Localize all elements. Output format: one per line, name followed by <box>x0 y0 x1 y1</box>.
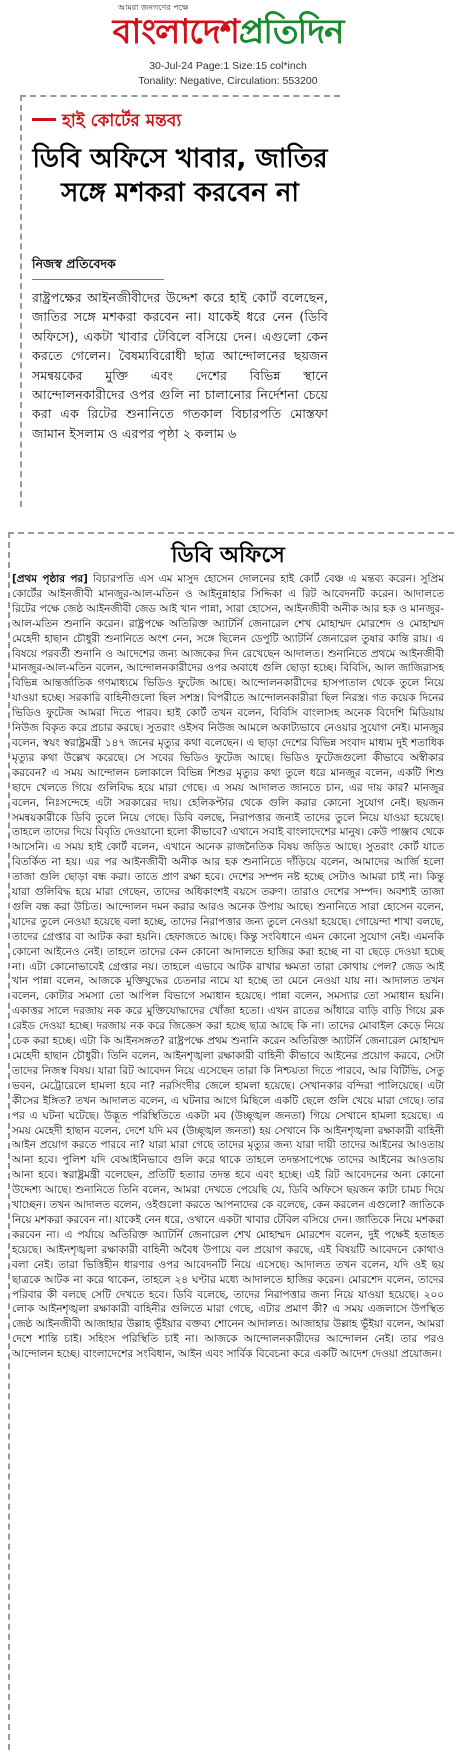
continuation-text: বিচারপতি এস এম মাসুদ হোসেন দোলনের হাই কোর্ট বেঞ্চ এ মন্তব্য করেন। সুপ্রিম কোর্টের আইনজীবী মানজুর-আল-মতিন ও আইনুন্নাহার সিদ্দিকা এ রিট আবেদনটি করেন। আদালতে রিটের পক্ষে জেষ্ঠ আইনজীবী জেড আই খান পান্না, সারা হোসেন, আইনজীবী অনীক আর হক ও মানজুর-আল-মতিন শুনানি করেন। রাষ্ট্রপক্ষে অতিরিক্ত অ্যাটর্নি জেনারেল শেখ মোহাম্মদ মোরশেদ ও মোহাম্মদ মেহেদী হাছান চৌধুরী শুনানিতে অংশ নেন, সঙ্গে ছিলেন ডেপুটি অ্যাটর্নি জেনারেল তুষার কান্তি রায়। এ বিষয়ে পরবর্তী শুনানি ও আদেশের জন্য আজকের দিন রেখেছেন আদালত। শুনানিতে প্রথমে আইনজীবী মানজুর-আল-মতিন বলেন, আন্দোলনকারীদের ওপর অবাধে গুলি ছোড়া হচ্ছে। বিবিসি, আল জাজিরাসহ বিভিন্ন আন্তর্জাতিক গণমাধ্যমে ভিডিও ফুটেজ আছে। আন্দোলনকারীদের হাসপাতাল থেকে তুলে নিয়ে যাওয়া হচ্ছে। সরকারি বাহিনীগুলো ছিল সশস্ত্র। বিপরীতে আন্দোলনকারীরা ছিল নিরস্ত্র। গত কয়েক দিনের ভিডিও ফুটেজ আমরা দিতে পারব। হাই কোর্ট তখন বলেন, বিবিসি বাংলাসহ অনেক বিদেশি মিডিয়ায় নিউজ বিকৃত করে প্রচার করছে। সুতরাং ওইসব নিউজ আমলে অকাট্যভাবে নেওয়ার সুযোগ নেই। মানজুর বলেন, স্বয়ং স্বরাষ্ট্রমন্ত্রী ১৪৭ জনের মৃত্যুর কথা বলেছেন। এ ছাড়া দেশের বিভিন্ন সংবাদ মাধ্যম দুই শতাধিক মৃত্যুর কথা উল্লেখ করেছে। সে সবের ভিডিও ফুটেজ আছে। ভিডিও ফুটেজগুলো কীভাবে অস্বীকার করবেন? এ সময় আন্দোলন চলাকালে বিভিন্ন শিশুর মৃত্যুর কথা তুলে ধরে মানজুর বলেন, একটি শিশু ছাদে খেলতে গিয়ে গুলিবিদ্ধ হয়ে মারা গেছে। এ সময় আদালত জানতে চান, এর দায় কার? মানজুর বলেন, নিঃসন্দেহে এটা সরকারের দায়। হেলিকপ্টার থেকে গুলি করার কোনো সুযোগ নেই। ছয়জন সমন্বয়কারীকে ডিবি তুলে নিয়ে গেছে। ডিবি বলছে, নিরাপত্তার জন্যই তাদের তুলে নিয়ে যাওয়া হয়েছে। তাহলে তাদের দিয়ে বিবৃতি দেওয়ানো হলো কীভাবে? এখানে সবাই বাংলাদেশের মানুষ। কেউ পাঞ্জাব থেকে আসেনি। এ সময় হাই কোর্ট বলেন, এখানে অনেক রাজনৈতিক বিষয় জড়িত আছে। সুতরাং কোর্ট যাতে বিতর্কিত না হয়। এর পর আইনজীবী অনীক আর হক শুনানিতে দাঁড়িয়ে বলেন, আমাদের আর্জি হলো তাজা গুলি ছোড়া বন্ধ করা। তাতে প্রাণ রক্ষা হবে। দেশের সম্পদ নষ্ট হচ্ছে সেটাও আমরা চাই না। কিন্তু যারা গুলিবিদ্ধ হয়ে মারা গেছেন, তাদের অধিকাংশই বয়সে তরুণ। তারাও দেশের সম্পদ। অবশ্যই তাজা গুলি বন্ধ করা উচিত। আন্দোলন দমন করার আরও অনেক উপায় আছে। শুনানিতে সারা হোসেন বলেন, যাদের তুলে নেওয়া হয়েছে বলা হচ্ছে, তাদের নিরাপত্তার জন্য তুলে নেওয়া হয়েছে। গোয়েন্দা শাখা বলছে, তাদের গ্রেপ্তার বা আটক করা হয়নি। হেফাজতে আছে। কিন্তু সংবিধানে এমন কোনো সুযোগ নেই। এমনকি কোনো আইনেও নেই। তাহলে তাদের কেন কোনো আদালতে হাজির করা হচ্ছে না বা ছেড়ে দেওয়া হচ্ছে না। এটা কোনোভাবেই গ্রেপ্তার নয়। তাহলে এভাবে আটক রাখার ক্ষমতা তারা কোথায় পেল? জেড আই খান পান্না বলেন, আজকে মুক্তিযুদ্ধের চেতনার নামে যা হচ্ছে তা মেনে নেওয়া যায় না। আদালত তখন বলেন, কোটার সমস্যা তো আপিল বিভাগে সমাধান হয়েছে। পান্না বলেন, সমস্যার তো সমাধান হয়নি। একাত্তর সালে দরজায় নক করে মুক্তিযোদ্ধাদের খোঁজা হতো। এখন রাতের আঁধারে বাড়ি বাড়ি গিয়ে ব্লক রেইড দেওয়া হচ্ছে। দরজায় নক করে জিজ্ঞেস করা হচ্ছে ছাত্র আছে কি না। তাদের মোবাইল কেড়ে নিয়ে চেক করা হচ্ছে। এটা কি আইনসঙ্গত? রাষ্ট্রপক্ষে প্রথম শুনানি করেন অতিরিক্ত অ্যাটর্নি জেনারেল মোহাম্মদ মেহেদী হাছান চৌধুরী। তিনি বলেন, আইনশৃঙ্খলা রক্ষাকারী বাহিনী কীভাবে আইনের প্রয়োগ করবে, সেটা তাদের নিজস্ব বিষয়। যারা রিট আবেদন নিয়ে এসেছেন তারা কি নিশ্চয়তা দিতে পারবে, আর বিটিভি, সেতু ভবন, মেট্রোরেলে হামলা হবে না? নরসিংদীর জেলে হামলা হয়েছে। সেখানকার বন্দিরা পালিয়েছে। এটা কীসের ইঙ্গিত? তখন আদালত বলেন, এ ঘটনার আগে মিছিলে একটি ছেলে গুলি খেয়ে মারা গেছে। তার পর এ ঘটনা ঘটেছে। উদ্ভূত পরিস্থিতিতে একটা মব (উচ্ছৃঙ্খল জনতা) গিয়ে সেখানে হামলা হয়েছে। এ সময় মেহেদী হাছান বলেন, দেশে যদি মব (উচ্ছৃঙ্খল জনতা) হয় সেখানে কি আইনশৃঙ্খলা রক্ষাকারী বাহিনী আইন প্রয়োগ করতে পারবে না? যারা মারা গেছে তাদের মৃত্যুর জন্য যারা দায়ী তাদের আইনের আওতায় আনা হবে। পুলিশ যদি বেআইনিভাবে গুলি করে থাকে তাহলে তদন্তসাপেক্ষে তাদের আইনের আওতায় আনা হবে। স্বরাষ্ট্রমন্ত্রী বলেছেন, প্রতিটি হত্যার তদন্ত হবে এবং হচ্ছে। এই রিট আবেদনের অন্য কোনো উদ্দেশ্য আছে। শুনানিতে তিনি বলেন, আমরা দেখতে পেয়েছি যে, ডিবি অফিসে ছয়জন কাটা চামচ দিয়ে খাচ্ছেন। তখন আদালত বলেন, ওইগুলো করতে আপনাদের কে বলেছে, কেন করলেন এগুলো? জাতিকে নিয়ে মশকরা করবেন না। যাকেই নেন ধরে, ওখানে একটা খাবার টেবিল বসিয়ে দেন। জাতিকে নিয়ে মশকরা করবেন না। এ পর্যায়ে অতিরিক্ত অ্যাটর্নি জেনারেল শেখ মোহাম্মদ মোরশেদ বলেন, দুই পক্ষেই হতাহত হয়েছে। আইনশৃঙ্খলা রক্ষাকারী বাহিনী অবৈধ উপায়ে বল প্রয়োগ করছে, এই বিষয়টি আবেদনে কোথাও বলা নেই। তারা ভিত্তিহীন ধারণার ওপর আবেদনটি নিয়ে এসেছে। আদালত তখন বলেন, যদি ওই ছয় ছাত্রকে আটক না করে থাকেন, তাহলে ২৪ ঘণ্টার মধ্যে আদালতে হাজির করেন। মোরশেদ বলেন, তাদের পরিবার কী বলছে সেটি দেখতে হবে। ডিবি বলেছে, তাদের নিরাপত্তার জন্য নিয়ে যাওয়া হয়েছে। ২০০ লোক আইনশৃঙ্খলা রক্ষাকারী বাহিনীর গুলিতে মারা গেছে, এটার প্রমাণ কী? এ সময় এজলাসে উপস্থিত জেষ্ঠ আইনজীবী আজাহার উল্লাহ ভূঁইয়ার বক্তব্য শোনেন আদালত। আজাহার উল্লাহ ভূঁইয়া বলেন, আমরা দেশে শান্তি চাই। সহিংস পরিস্থিতি চাই না। আজকে আন্দোলনকারীদের আন্দোলন নেই। তার পরও আন্দোলন হচ্ছে। বাংলাদেশের সংবিধান, আইন এবং সার্বিক বিবেচনা করে একটি আদেশ দেওয়া প্রয়োজন। <box>12 573 444 1361</box>
article-lead-text: রাষ্ট্রপক্ষের আইনজীবীদের উদ্দেশ করে হাই কোর্ট বলেছেন, জাতির সঙ্গে মশকরা করবেন না। যাকেই ধরে নেন (ডিবি অফিসে), একটা খাবার টেবিলে বসিয়ে দেন। এগুলো কেন করতে গেলেন। বৈষম্যবিরোধী ছাত্র আন্দোলনের ছয়জন সমন্বয়কের মুক্তি এবং দেশের বিভিন্ন স্থানে আন্দোলনকারীদের ওপর গুলি না চালানোর নির্দেশনা চেয়ে করা এক রিটের শুনানিতে গতকাল বিচারপতি মোস্তফা জামান ইসলাম ও এরপর পৃষ্ঠা ২ কলাম ৬ <box>32 290 328 441</box>
logo-part-2: প্রতিদিন <box>238 12 344 52</box>
article-headline: ডিবি অফিসে খাবার, জাতির সঙ্গে মশকরা করবেন না <box>32 144 328 208</box>
logo-part-1: বাংলাদেশ <box>112 12 239 52</box>
article-byline: নিজস্ব প্রতিবেদক <box>32 256 164 280</box>
masthead-slogan: আমরা জনগণের পক্ষে <box>118 3 189 12</box>
newspaper-logo <box>0 10 456 54</box>
masthead <box>0 0 456 64</box>
continuation-tag: [প্রথম পৃষ্ঠার পর] <box>12 573 88 585</box>
clipping-meta-line-1: 30-Jul-24 Page:1 Size:15 col*inch <box>149 60 307 72</box>
continuation-headline: ডিবি অফিসে <box>171 543 285 568</box>
article-kicker: হাই কোর্টের মন্তব্য <box>62 108 181 136</box>
continuation-body <box>12 572 444 1362</box>
clipping-meta-line-2: Tonality: Negative, Circulation: 553200 <box>138 75 318 87</box>
